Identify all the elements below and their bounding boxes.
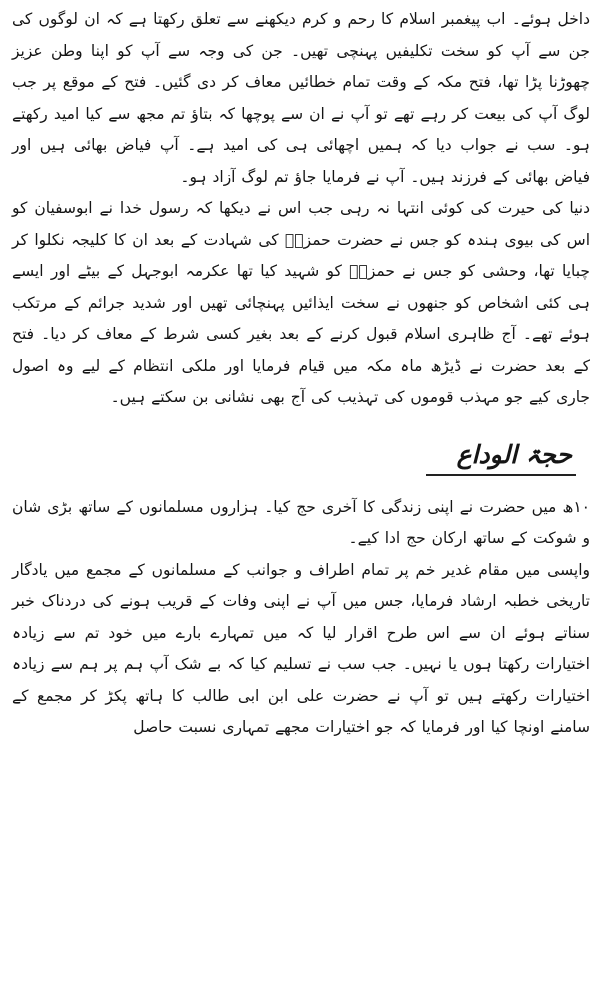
section-heading: حجۃ الوداع: [456, 439, 572, 469]
section-heading-block: [12, 438, 576, 476]
heading-underline: [426, 474, 576, 476]
paragraph-amnesty: دنیا کی حیرت کی کوئی انتہا نہ رہی جب اس نے دیکھا کہ رسول خدا نے ابوسفیان کو اس کی بیوی ہندہ کو جس نے حضرت حمزہؓ کی شہادت کے بعد ان کا کلیجہ نکلوا کر چبایا تھا، وحشی کو جس نے حمزہؓ کو شہید کیا تھا عکرمہ ابوجہل کے بیٹے اور ایسے ہی کئی اشخاص کو جنھوں نے سخت ایذائیں پہنچائی تھیں اور شدید جرائم کے مرتکب ہوئے تھے۔ آج ظاہری اسلام قبول کرنے کے بعد بغیر کسی شرط کے معاف کر دیا۔ فتح کے بعد حضرت نے ڈیڑھ ماہ مکہ میں قیام فرمایا اور ملکی انتظام کے لیے وہ اصول جاری کیے جو مہذب قوموں کی تہذیب کی آج بھی نشانی بن سکتے ہیں۔: [12, 199, 590, 406]
paragraph-last-hajj: ۱۰ھ میں حضرت نے اپنی زندگی کا آخری حج کیا۔ ہزاروں مسلمانوں کے ساتھ بڑی شان و شوکت کے ساتھ ارکان حج ادا کیے۔: [12, 497, 590, 547]
paragraph-fath-makkah: داخل ہوئے۔ اب پیغمبر اسلام کا رحم و کرم دیکھنے سے تعلق رکھتا ہے کہ ان لوگوں کی جن سے آپ کو سخت تکلیفیں پہنچی تھیں۔ جن کی وجہ سے آپ کو اپنا وطن عزیز چھوڑنا پڑا تھا، فتح مکہ کے وقت تمام خطائیں معاف کر دی گئیں۔ فتح کے موقع پر جب لوگ آپ کی بیعت کر رہے تھے تو آپ نے ان سے پوچھا کہ بتاؤ تم مجھ سے کیا امید رکھتے ہو۔ سب نے جواب دیا کہ ہمیں اچھائی ہی کی امید ہے۔ آپ فیاض بھائی ہیں اور فیاض بھائی کے فرزند ہیں۔ آپ نے فرمایا جاؤ تم لوگ آزاد ہو۔: [12, 10, 590, 186]
paragraph-ghadir-khutba: واپسی میں مقام غدیر خم پر تمام اطراف و جوانب کے مسلمانوں کے مجمع میں یادگار تاریخی خطبہ ارشاد فرمایا، جس میں آپ نے اپنی وفات کے قریب ہونے کی دردناک خبر سناتے ہوئے ان سے اس طرح اقرار لیا کہ میں تمہارے بارے میں خود تم سے زیادہ اختیارات رکھتا ہوں یا نہیں۔ جب سب نے تسلیم کیا کہ بے شک آپ ہم پر ہم سے زیادہ اختیارات رکھتے ہیں تو آپ نے حضرت علی ابن ابی طالب کا ہاتھ پکڑ کر مجمع کے سامنے اونچا کیا اور فرمایا کہ جو اختیارات مجھے تمہاری نسبت حاصل: [12, 560, 590, 736]
